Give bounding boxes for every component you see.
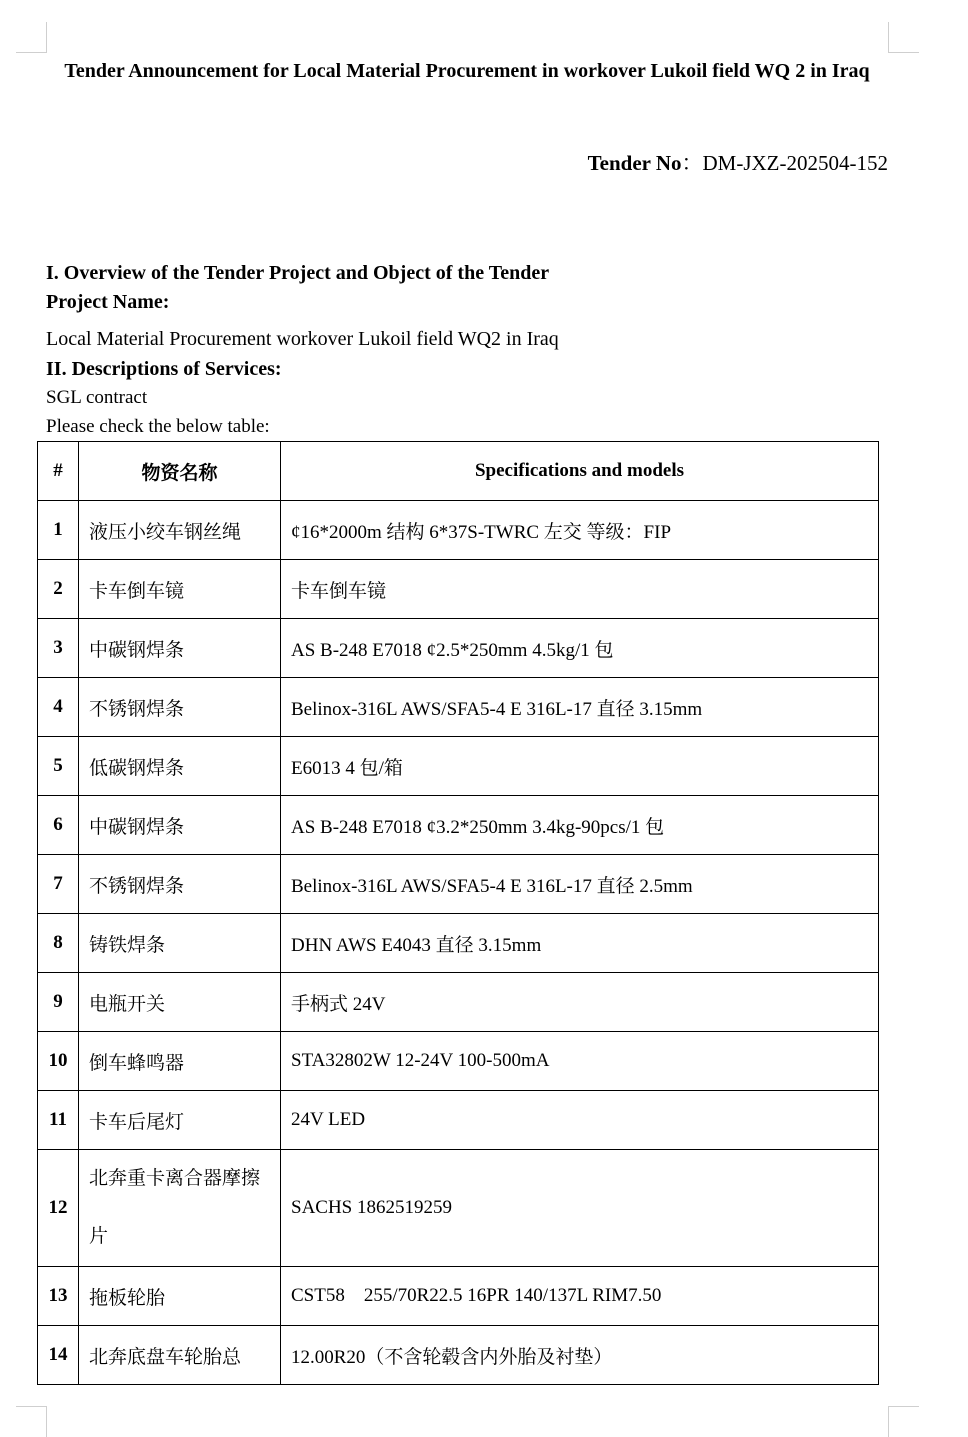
- material-name: 电瓶开关: [79, 973, 281, 1032]
- row-number: 14: [38, 1326, 79, 1385]
- table-row: [38, 1267, 879, 1326]
- material-spec: ¢16*2000m 结构 6*37S-TWRC 左交 等级：FIP: [281, 501, 879, 560]
- project-name-label: Project Name:: [46, 291, 170, 313]
- materials-table: [37, 441, 879, 1385]
- row-number: 5: [38, 737, 79, 796]
- document-title: Tender Announcement for Local Material Procurement in workover Lukoil field WQ 2 in Iraq: [64, 60, 870, 82]
- material-name: 铸铁焊条: [79, 914, 281, 973]
- project-name-value: Local Material Procurement workover Lukoil field WQ2 in Iraq: [46, 328, 559, 350]
- table-row: [38, 914, 879, 973]
- material-spec: Belinox-316L AWS/SFA5-4 E 316L-17 直径 3.15mm: [281, 678, 879, 737]
- material-spec: 手柄式 24V: [281, 973, 879, 1032]
- table-row: [38, 501, 879, 560]
- page-corner-mark-bottom-right: [888, 1406, 919, 1437]
- row-number: 10: [38, 1032, 79, 1091]
- page-corner-mark-top-left: [16, 22, 47, 53]
- material-name: 低碳钢焊条: [79, 737, 281, 796]
- header-number: #: [38, 442, 79, 501]
- section-1-heading: I. Overview of the Tender Project and Object of the Tender: [46, 262, 550, 284]
- material-name: 倒车蜂鸣器: [79, 1032, 281, 1091]
- row-number: 13: [38, 1267, 79, 1326]
- material-name: 液压小绞车钢丝绳: [79, 501, 281, 560]
- table-row: [38, 619, 879, 678]
- material-name: 拖板轮胎: [79, 1267, 281, 1326]
- tender-number-value: DM-JXZ-202504-152: [702, 151, 888, 175]
- table-header-row: [38, 442, 879, 501]
- material-spec: E6013 4 包/箱: [281, 737, 879, 796]
- header-specifications: Specifications and models: [281, 442, 879, 501]
- material-spec: AS B-248 E7018 ¢3.2*250mm 3.4kg-90pcs/1 包: [281, 796, 879, 855]
- table-row: [38, 737, 879, 796]
- material-spec: 24V LED: [281, 1091, 879, 1150]
- table-row: [38, 1326, 879, 1385]
- row-number: 6: [38, 796, 79, 855]
- row-number: 12: [38, 1150, 79, 1267]
- page-corner-mark-top-right: [888, 22, 919, 53]
- material-spec: CST58 255/70R22.5 16PR 140/137L RIM7.50: [281, 1267, 879, 1326]
- material-name: 不锈钢焊条: [79, 678, 281, 737]
- tender-number-separator: ：: [681, 151, 703, 175]
- table-row: [38, 1091, 879, 1150]
- page-corner-mark-bottom-left: [16, 1406, 47, 1437]
- table-intro-note: Please check the below table:: [46, 416, 270, 437]
- row-number: 4: [38, 678, 79, 737]
- table-row: [38, 973, 879, 1032]
- row-number: 1: [38, 501, 79, 560]
- header-material-name: 物资名称: [79, 442, 281, 501]
- table-row: [38, 1032, 879, 1091]
- material-name: 中碳钢焊条: [79, 796, 281, 855]
- tender-number: [46, 149, 888, 177]
- table-row: [38, 1150, 879, 1267]
- table-row: [38, 796, 879, 855]
- material-spec: Belinox-316L AWS/SFA5-4 E 316L-17 直径 2.5mm: [281, 855, 879, 914]
- row-number: 2: [38, 560, 79, 619]
- material-name: 北奔底盘车轮胎总: [79, 1326, 281, 1385]
- row-number: 7: [38, 855, 79, 914]
- material-name: 卡车后尾灯: [79, 1091, 281, 1150]
- tender-number-label: Tender No: [587, 151, 682, 175]
- material-spec: DHN AWS E4043 直径 3.15mm: [281, 914, 879, 973]
- material-name: 卡车倒车镜: [79, 560, 281, 619]
- contract-type: SGL contract: [46, 387, 148, 408]
- table-row: [38, 560, 879, 619]
- material-name: 中碳钢焊条: [79, 619, 281, 678]
- row-number: 8: [38, 914, 79, 973]
- material-spec: AS B-248 E7018 ¢2.5*250mm 4.5kg/1 包: [281, 619, 879, 678]
- material-spec: 卡车倒车镜: [281, 560, 879, 619]
- material-spec: 12.00R20（不含轮毂含内外胎及衬垫）: [281, 1326, 879, 1385]
- section-2-heading: II. Descriptions of Services:: [46, 358, 282, 380]
- table-row: [38, 855, 879, 914]
- row-number: 3: [38, 619, 79, 678]
- material-spec: SACHS 1862519259: [281, 1150, 879, 1267]
- material-spec: STA32802W 12-24V 100-500mA: [281, 1032, 879, 1091]
- table-row: [38, 678, 879, 737]
- material-name: 不锈钢焊条: [79, 855, 281, 914]
- material-name: 北奔重卡离合器摩擦片: [79, 1150, 281, 1267]
- row-number: 11: [38, 1091, 79, 1150]
- row-number: 9: [38, 973, 79, 1032]
